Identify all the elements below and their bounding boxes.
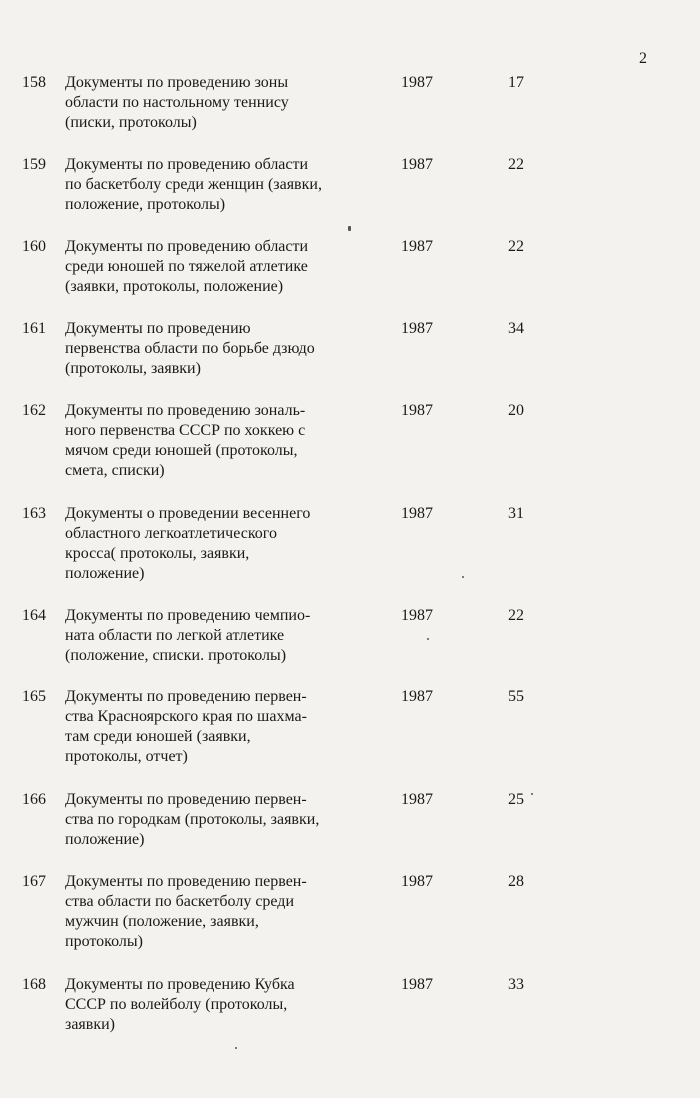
entry-sheets: 33 xyxy=(508,976,524,993)
page-number: 2 xyxy=(639,50,647,67)
entry-year: 1987 xyxy=(401,156,433,173)
entry-number: 162 xyxy=(22,402,46,419)
entry-number: 163 xyxy=(22,505,46,522)
entry-sheets: 17 xyxy=(508,74,524,91)
scan-speck xyxy=(531,793,533,795)
scan-speck xyxy=(427,638,429,640)
entry-number: 160 xyxy=(22,238,46,255)
entry-title: Документы по проведению области по баскетболу среди женщин (заявки, положение, протоколы) xyxy=(65,156,322,213)
entry-sheets: 25 xyxy=(508,791,524,808)
scan-speck xyxy=(235,1047,237,1049)
entry-title: Документы по проведению первен- ства Красноярского края по шахма- там среди юношей (заявки, протоколы, отчет) xyxy=(65,688,307,765)
entry-title: Документы по проведению области среди юношей по тяжелой атлетике (заявки, протоколы, положение) xyxy=(65,238,309,295)
entry-sheets: 22 xyxy=(508,607,524,624)
entry-sheets: 55 xyxy=(508,688,524,705)
entry-number: 158 xyxy=(22,74,46,91)
entry-title: Документы по проведению зональ- ного первенства СССР по хоккею с мячом среди юношей (протоколы, смета, списки) xyxy=(65,402,306,479)
entry-year: 1987 xyxy=(401,505,433,522)
entry-number: 161 xyxy=(22,320,46,337)
entry-title: Документы по проведению зоны области по настольному теннису (писки, протоколы) xyxy=(65,74,289,131)
entry-sheets: 34 xyxy=(508,320,524,337)
entry-sheets: 20 xyxy=(508,402,524,419)
entry-title: Документы о проведении весеннего областного легкоатлетического кросса( протоколы, заявки, положение) xyxy=(65,505,311,582)
entry-year: 1987 xyxy=(401,688,433,705)
entry-sheets: 22 xyxy=(508,238,524,255)
entry-sheets: 31 xyxy=(508,505,524,522)
entry-title: Документы по проведению первен- ства по городкам (протоколы, заявки, положение) xyxy=(65,791,320,848)
entry-number: 168 xyxy=(22,976,46,993)
entry-number: 166 xyxy=(22,791,46,808)
entry-year: 1987 xyxy=(401,74,433,91)
entry-sheets: 22 xyxy=(508,156,524,173)
entry-year: 1987 xyxy=(401,976,433,993)
entry-title: Документы по проведению Кубка СССР по волейболу (протоколы, заявки) xyxy=(65,976,295,1033)
entry-title: Документы по проведению первенства области по борьбе дзюдо (протоколы, заявки) xyxy=(65,320,315,377)
entry-title: Документы по проведению первен- ства области по баскетболу среди мужчин (положение, заявки, протоколы) xyxy=(65,873,307,950)
entry-number: 164 xyxy=(22,607,46,624)
entry-year: 1987 xyxy=(401,873,433,890)
entry-year: 1987 xyxy=(401,791,433,808)
entry-title: Документы по проведению чемпио- ната области по легкой атлетике (положение, списки. протоколы) xyxy=(65,607,311,664)
entry-year: 1987 xyxy=(401,402,433,419)
entry-year: 1987 xyxy=(401,238,433,255)
scan-speck xyxy=(462,576,464,578)
entry-sheets: 28 xyxy=(508,873,524,890)
entry-number: 167 xyxy=(22,873,46,890)
entry-year: 1987 xyxy=(401,320,433,337)
entry-number: 165 xyxy=(22,688,46,705)
entry-number: 159 xyxy=(22,156,46,173)
entry-year: 1987 xyxy=(401,607,433,624)
scan-speck xyxy=(348,226,351,231)
